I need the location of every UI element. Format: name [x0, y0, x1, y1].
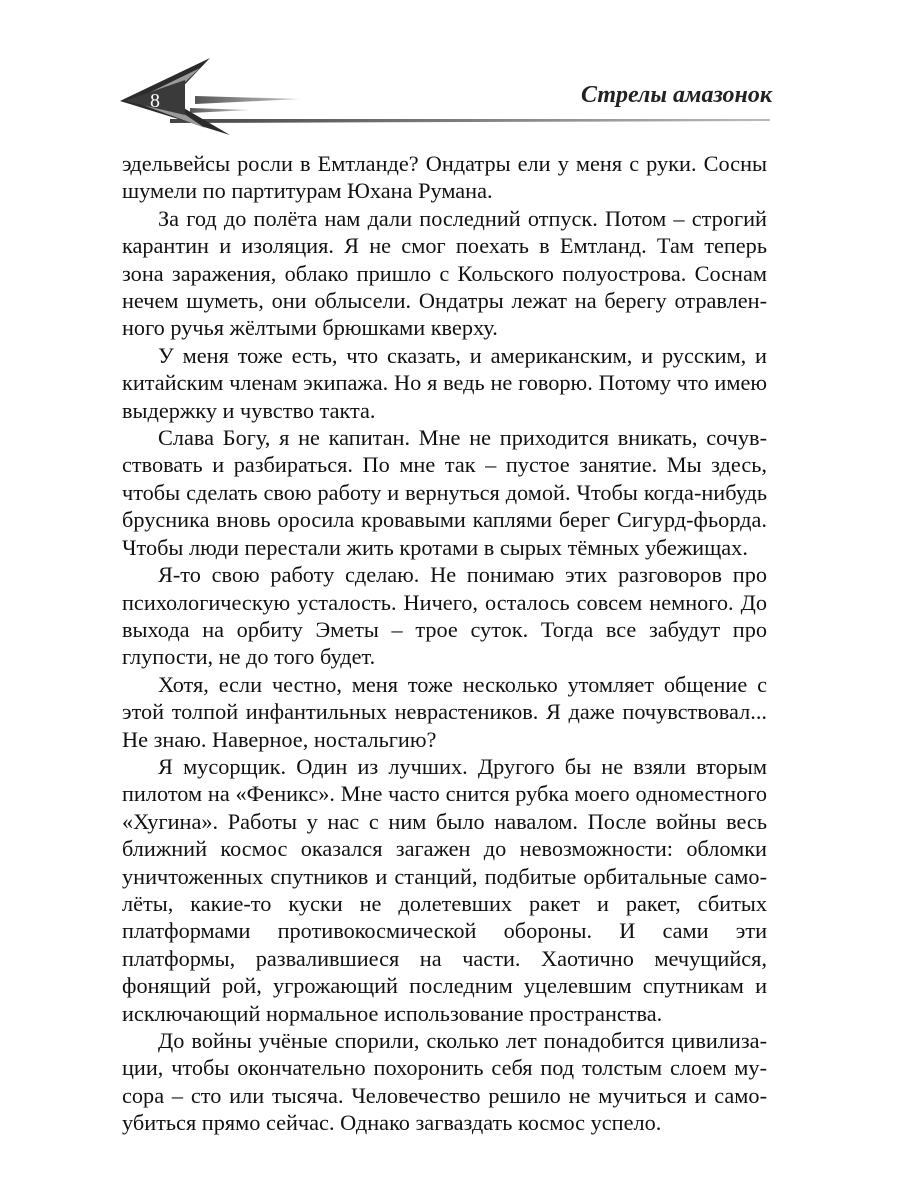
body-text: [122, 150, 767, 1137]
paragraph: До войны учёные спорили, сколько лет понадобится цивилизации, чтобы окончательно похоронить себя под толстым слоем мусора – сто или тысяча. Человечество решило не мучиться и самоубиться прямо сейчас. Однако загваздать космос успело.: [122, 1028, 767, 1136]
page-number: 8: [150, 90, 160, 112]
paragraph: Я-то свою работу сделаю. Не понимаю этих разговоров про психологическую усталость. Ничего, осталось совсем немного. До выхода на орбиту Эметы – трое суток. Тогда все забудут про глупости, не до того будет.: [122, 562, 767, 670]
paragraph: За год до полёта нам дали последний отпуск. Потом – строгий карантин и изоляция. Я не смог поехать в Емтланд. Там теперь зона заражения, облако пришло с Кольского полуострова. Соснам нечем шуметь, они облысели. Ондатры лежат на берегу отравленного ручья жёлтыми брюшками кверху.: [122, 205, 767, 341]
paragraph: Я мусорщик. Один из лучших. Другого бы не взяли вторым пилотом на «Феникс». Мне часто снится рубка моего одноместного «Хугина». Работы у нас с ним было навалом. После войны весь ближний космос оказался загажен до невозможности: обломки уничтоженных спутников и станций, подбитые орбитальные самолёты, какие-то куски не долетевших ракет и ракет, сбитых платформами противокосмической обороны. И сами эти платформы, развалившиеся на части. Хаотично мечущийся, фонящий рой, угрожающий последним уцелевшим спутникам и исключающий нормальное использование пространства.: [122, 753, 767, 1026]
header-rule: [170, 119, 770, 123]
page-header: [0, 0, 900, 150]
running-title: Стрелы амазонок: [580, 82, 772, 108]
arrow-icon: [0, 0, 900, 150]
paragraph: эдельвейсы росли в Емтланде? Ондатры ели у меня с руки. Сосны шумели по партитурам Юхана Румана.: [122, 151, 767, 204]
paragraph: Хотя, если честно, меня тоже несколько утомляет общение с этой толпой инфантильных неврастеников. Я даже почувствовал... Не знаю. Наверное, ностальгию?: [122, 671, 767, 752]
paragraph: Слава Богу, я не капитан. Мне не приходится вникать, сочувствовать и разбираться. По мне так – пустое занятие. Мы здесь, чтобы сделать свою работу и вернуться домой. Чтобы когда-нибудь брусника вновь оросила кровавыми каплями берег Сигурд-фьорда. Чтобы люди перестали жить кротами в сырых тёмных убежищах.: [122, 425, 767, 560]
paragraph: У меня тоже есть, что сказать, и американским, и русским, и китайским членам экипажа. Но я ведь не говорю. Потому что имею выдержку и чувство такта.: [122, 342, 767, 423]
